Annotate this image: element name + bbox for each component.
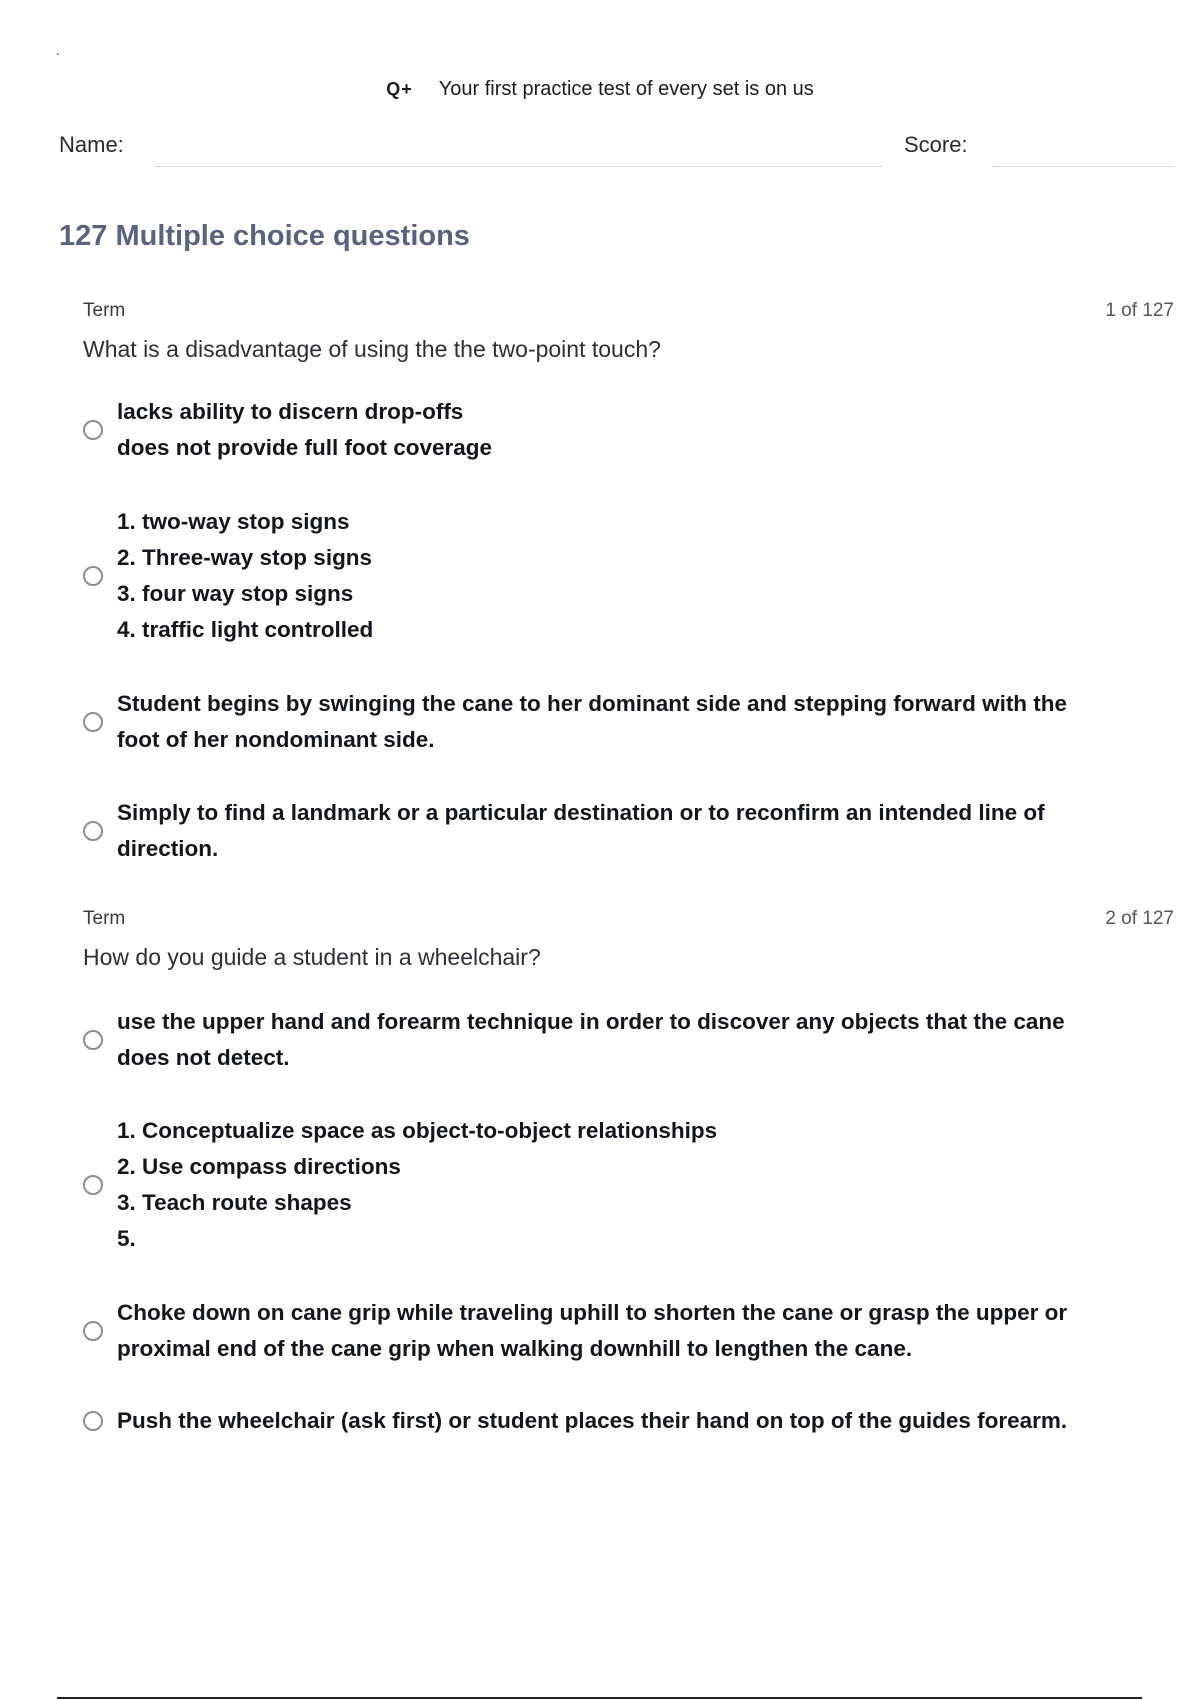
answer-text: use the upper hand and forearm technique in order to discover any objects that the cane does not detect. <box>117 1009 1065 1070</box>
answer-option[interactable] <box>83 795 1174 867</box>
answer-option[interactable] <box>83 394 1174 466</box>
answer-text: lacks ability to discern drop-offs does not provide full foot coverage <box>117 399 493 460</box>
answer-option[interactable] <box>83 1113 1174 1257</box>
answer-option[interactable] <box>83 686 1174 758</box>
radio-button-icon[interactable] <box>83 420 103 440</box>
promo-text: Your first practice test of every set is on us <box>438 78 814 100</box>
radio-button-icon[interactable] <box>83 1175 103 1195</box>
radio-button-icon[interactable] <box>83 1411 103 1431</box>
answer-option[interactable] <box>83 1295 1174 1367</box>
term-label: Term <box>83 908 126 929</box>
question-prompt: What is a disadvantage of using the the two-point touch? <box>83 336 661 362</box>
question-card <box>59 300 1174 860</box>
promo-banner <box>0 78 1200 101</box>
radio-button-icon[interactable] <box>83 712 103 732</box>
score-label: Score: <box>904 132 968 157</box>
radio-button-icon[interactable] <box>83 821 103 841</box>
question-counter: 1 of 127 <box>1105 300 1174 321</box>
answer-text: Student begins by swinging the cane to her dominant side and stepping forward with the foot of her nondominant side. <box>117 691 1068 752</box>
score-field-line[interactable] <box>993 166 1174 167</box>
radio-button-icon[interactable] <box>83 566 103 586</box>
answer-option[interactable] <box>83 504 1174 648</box>
radio-button-icon[interactable] <box>83 1321 103 1341</box>
name-score-bar <box>59 132 1174 172</box>
question-header <box>59 300 1174 322</box>
question-counter: 2 of 127 <box>1105 908 1174 929</box>
answer-option[interactable] <box>83 1004 1174 1076</box>
section-title: 127 Multiple choice questions <box>59 220 470 252</box>
radio-button-icon[interactable] <box>83 1030 103 1050</box>
question-header <box>59 908 1174 930</box>
answer-text: 1. two-way stop signs 2. Three-way stop signs 3. four way stop signs 4. traffic light controlled <box>117 509 374 642</box>
name-label: Name: <box>59 132 124 157</box>
question-prompt: How do you guide a student in a wheelchair? <box>83 944 541 970</box>
answer-text: 1. Conceptualize space as object-to-object relationships 2. Use compass directions 3. Teach route shapes 5. <box>117 1118 718 1251</box>
answer-text: Simply to find a landmark or a particular destination or to reconfirm an intended line of direction. <box>117 800 1045 861</box>
name-field-line[interactable] <box>155 166 882 167</box>
answer-text: Push the wheelchair (ask first) or student places their hand on top of the guides forearm. <box>117 1408 1068 1433</box>
page-bottom-rule <box>57 1697 1142 1699</box>
page-marker: . <box>56 42 60 58</box>
term-label: Term <box>83 300 126 321</box>
question-card <box>59 908 1174 1448</box>
answer-option[interactable] <box>83 1403 1174 1439</box>
answer-text: Choke down on cane grip while traveling uphill to shorten the cane or grasp the upper or proximal end of the cane grip when walking downhill to lengthen the cane. <box>117 1300 1068 1361</box>
q-plus-icon: Q+ <box>386 79 413 99</box>
